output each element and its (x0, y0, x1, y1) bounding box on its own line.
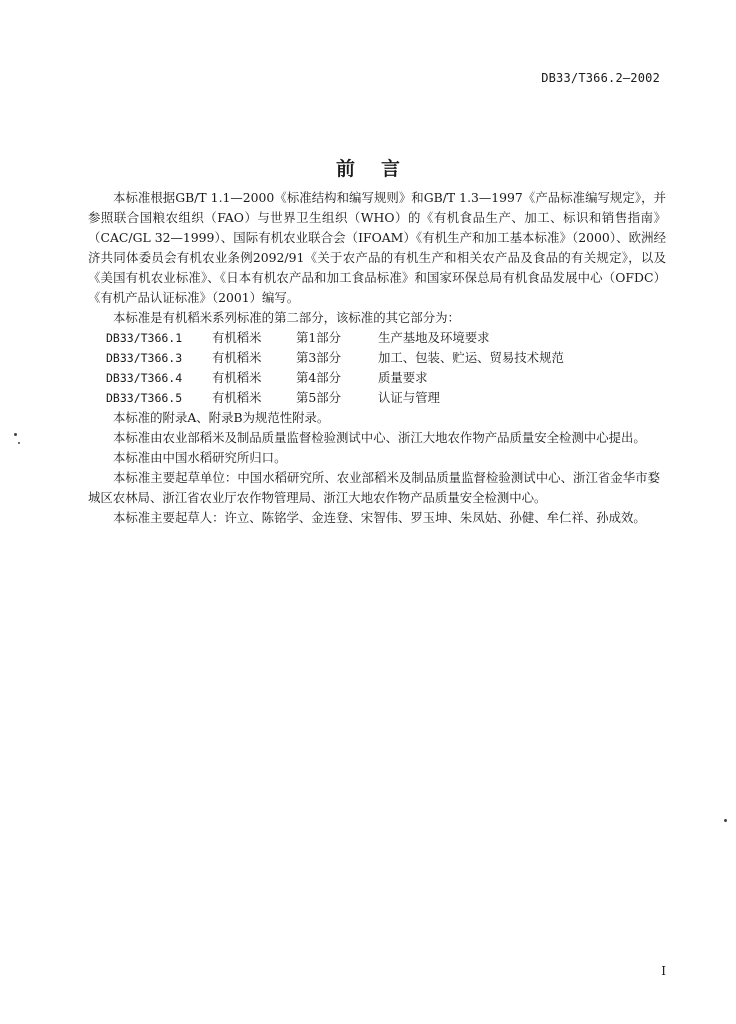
paragraph-proposer: 本标准由农业部稻米及制品质量监督检验测试中心、浙江大地农作物产品质量安全检测中心提出。 (113, 430, 646, 445)
document-code: DB33/T366.2—2002 (541, 71, 660, 85)
paragraph-drafting-units: 本标准主要起草单位：中国水稻研究所、农业部稻米及制品质量监督检验测试中心、浙江省金华市婺城区农林局、浙江省农业厅农作物管理局、浙江大地农作物产品质量安全检测中心。 (88, 470, 660, 505)
part-code: DB33/T366.3 (106, 351, 183, 365)
part-code: DB33/T366.4 (106, 371, 183, 385)
part-title: 加工、包装、贮运、贸易技术规范 (378, 350, 564, 365)
scan-speck (18, 442, 20, 444)
parts-list (88, 328, 660, 408)
paragraph-drafters: 本标准主要起草人：许立、陈铭学、金连登、宋智伟、罗玉坤、朱凤姑、孙健、牟仁祥、孙成效。 (113, 510, 646, 525)
scan-speck (724, 819, 727, 822)
list-item (88, 328, 660, 348)
part-name: 有机稻米 (212, 330, 262, 345)
part-number: 第5部分 (296, 390, 342, 405)
part-name: 有机稻米 (212, 370, 262, 385)
part-title: 生产基地及环境要求 (378, 330, 490, 345)
part-title: 质量要求 (378, 370, 428, 385)
page-title: 前言 (335, 158, 426, 180)
part-code: DB33/T366.5 (106, 391, 183, 405)
list-item (88, 348, 660, 368)
paragraph-basis: 本标准根据GB/T 1.1—2000《标准结构和编写规则》和GB/T 1.3—1997《产品标准编写规定》，并参照联合国粮农组织（FAO）与世界卫生组织（WHO）的《有机食品生产、加工、标识和销售指南》（CAC/GL 32—1999）、国际有机农业联合会（IFOAM）《有机生产和加工基本标准》（2000）、欧洲经济共同体委员会有机农业条例2092/91《关于农产品的有机生产和相关农产品及食品的有关规定》，以及《美国有机农业标准》、《日本有机农产品和加工食品标准》和国家环保总局有机食品发展中心（OFDC）《有机产品认证标准》（2001）编写。 (88, 190, 666, 305)
part-number: 第1部分 (296, 330, 342, 345)
part-title: 认证与管理 (378, 390, 440, 405)
part-code: DB33/T366.1 (106, 331, 183, 345)
part-number: 第3部分 (296, 350, 342, 365)
paragraph-series: 本标准是有机稻米系列标准的第二部分，该标准的其它部分为： (113, 310, 460, 325)
document-body (88, 188, 666, 528)
paragraph-appendix: 本标准的附录A、附录B为规范性附录。 (113, 410, 330, 425)
part-number: 第4部分 (296, 370, 342, 385)
page-number: I (661, 964, 666, 978)
list-item (88, 368, 660, 388)
list-item (88, 388, 660, 408)
scan-speck (14, 433, 17, 436)
part-name: 有机稻米 (212, 350, 262, 365)
paragraph-responsible: 本标准由中国水稻研究所归口。 (113, 450, 287, 465)
part-name: 有机稻米 (212, 390, 262, 405)
